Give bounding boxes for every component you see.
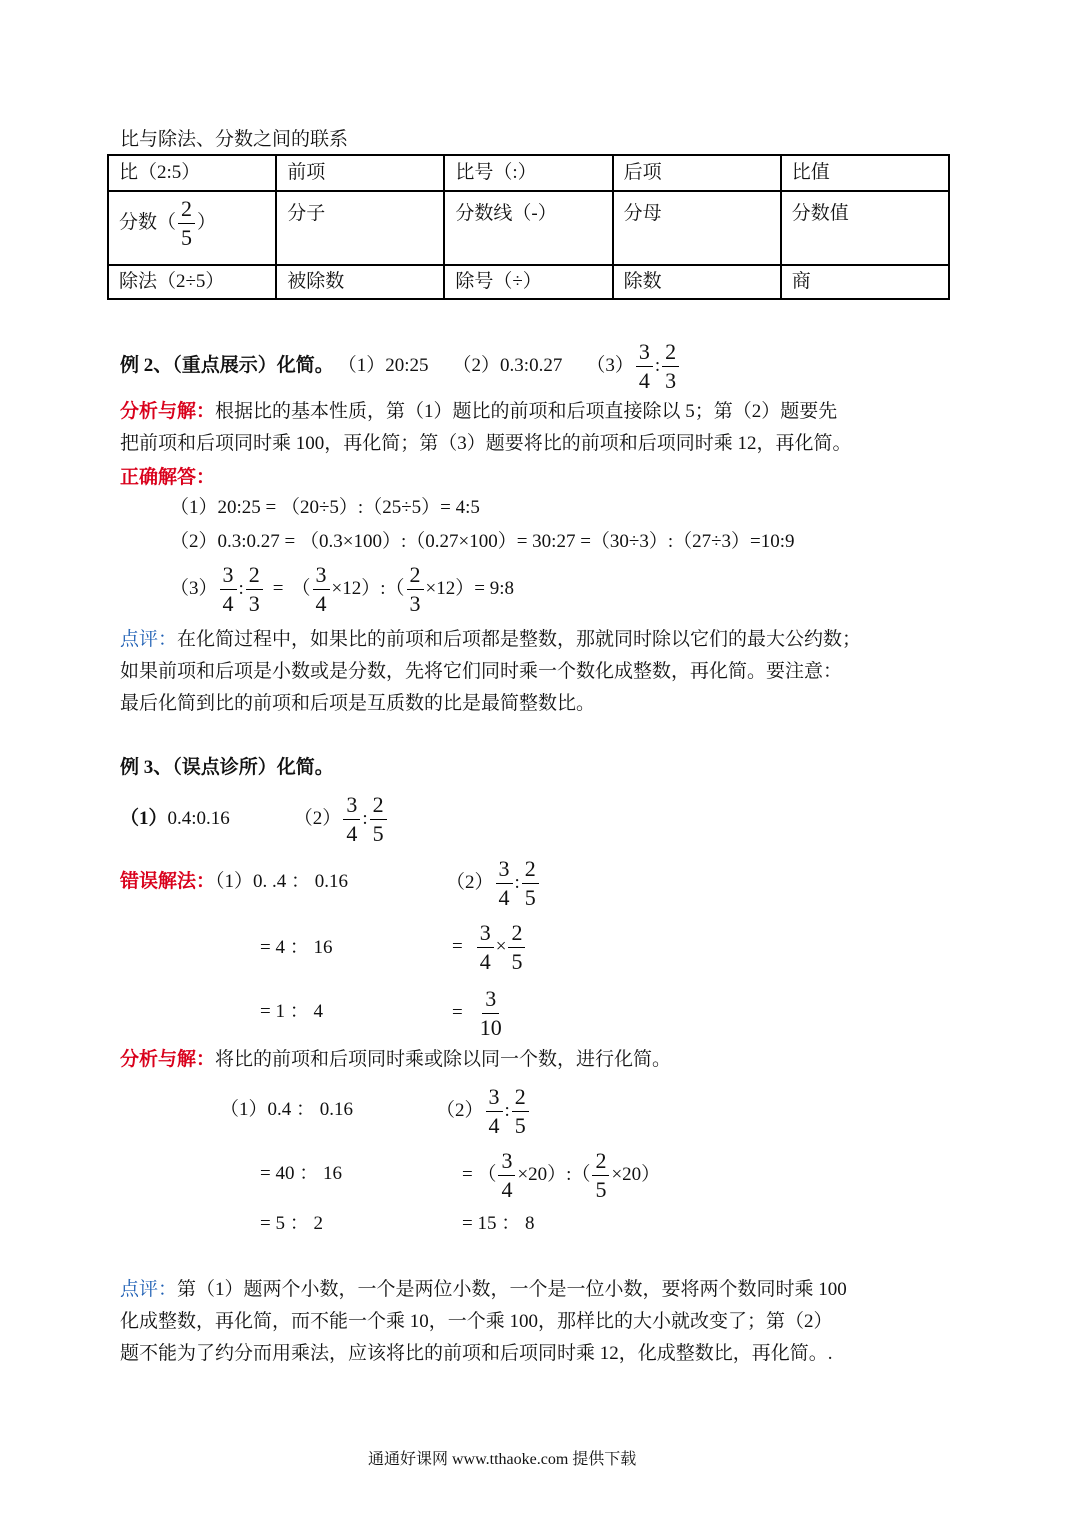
fraction (592, 1147, 609, 1202)
denominator: 10 (479, 1014, 502, 1040)
numerator: 3 (482, 988, 499, 1014)
comment-label: 点评： (120, 1279, 178, 1300)
denominator: 3 (665, 367, 677, 393)
intro-title: 比与除法、分数之间的联系 (120, 129, 349, 150)
denominator: 5 (514, 1112, 526, 1138)
ex3-analysis (120, 1048, 671, 1072)
table-cell: 商 (781, 265, 949, 299)
right-step: = 5 ： 2 (260, 1213, 323, 1234)
fraction (496, 855, 513, 910)
numerator: 2 (508, 922, 525, 948)
cell-text: 分数（ (119, 211, 177, 233)
right-q2-line-1 (436, 1082, 531, 1140)
q2-label: （2） (446, 872, 494, 893)
wrong-step: = 1 ： 4 (260, 1001, 323, 1022)
fraction (370, 791, 387, 846)
cell-text: ） (197, 211, 217, 233)
fraction (662, 338, 679, 393)
fraction (522, 855, 539, 910)
ex2-q3-label: （3） (586, 355, 634, 376)
analysis-label: 分析与解： (120, 1049, 216, 1070)
answer-label: 正确解答： (120, 467, 216, 488)
numerator: 2 (662, 341, 679, 367)
analysis-text: 把前项和后项同时乘 100，再化简；第（3）题要将比的前项和后项同时乘 12，再化简。 (120, 433, 852, 454)
table-cell: 被除数 (276, 265, 444, 299)
fraction (477, 919, 494, 974)
q1-label: （1） (120, 808, 168, 829)
table-cell: 分子 (276, 191, 444, 265)
numerator: 3 (486, 1086, 503, 1112)
table-cell: 前项 (276, 155, 444, 191)
times-text: ×20）:（ (517, 1164, 591, 1185)
times-text: ×12）= 9:8 (425, 578, 514, 599)
numerator: 2 (522, 858, 539, 884)
analysis-text: 将比的前项和后项同时乘或除以同一个数，进行化简。 (215, 1049, 672, 1070)
colon: : (238, 578, 244, 599)
denominator: 4 (222, 590, 234, 616)
equals: = （ (462, 1164, 497, 1185)
wrong-q2-line-1 (446, 854, 541, 912)
fraction (343, 791, 360, 846)
table-cell: 除法（2÷5） (108, 265, 276, 299)
times: × (495, 936, 507, 957)
times-text: ×12）:（ (331, 578, 405, 599)
comment-text: 如果前项和后项是小数或是分数，先将它们同时乘一个数化成整数，再化简。要注意： (120, 661, 843, 682)
q2-label: （2） (436, 1100, 484, 1121)
colon: : (514, 872, 520, 893)
ex2-analysis (120, 396, 950, 460)
wrong-q2-line-2 (452, 918, 527, 976)
comment-text: 题不能为了约分而用乘法，应该将比的前项和后项同时乘 12，化成整数比，再化简。. (120, 1343, 833, 1364)
fraction (512, 1083, 529, 1138)
ex2-answer-2: （2）0.3:0.27 = （0.3×100）:（0.27×100）= 30:27 =（30÷3）:（27÷3）=10:9 (170, 531, 795, 552)
numerator: 3 (636, 341, 653, 367)
table-row (108, 155, 949, 191)
table-cell: 除号（÷） (444, 265, 612, 299)
denominator: 5 (372, 820, 384, 846)
paren: （ (291, 578, 311, 599)
fraction (407, 561, 424, 616)
fraction (313, 561, 330, 616)
denominator: 5 (595, 1176, 607, 1202)
fraction (498, 1147, 515, 1202)
wrong-label: 错误解法： (120, 871, 216, 892)
denominator: 4 (488, 1112, 500, 1138)
comment-text: 化成整数，再化简，而不能一个乘 10，一个乘 100，那样比的大小就改变了；第（2） (120, 1311, 833, 1332)
comment-text: 最后化简到比的前项和后项是互质数的比是最简整数比。 (120, 693, 596, 714)
wrong-step: = 4 ： 16 (260, 937, 333, 958)
table-cell: 比（2:5） (108, 155, 276, 191)
numerator: 3 (498, 1150, 515, 1176)
numerator: 2 (178, 198, 195, 224)
denominator: 5 (511, 948, 523, 974)
numerator: 2 (246, 564, 263, 590)
numerator: 2 (512, 1086, 529, 1112)
ex2-answer-1: （1）20:25 = （20÷5）:（25÷5）= 4:5 (170, 497, 480, 518)
fraction (246, 561, 263, 616)
numerator: 3 (496, 858, 513, 884)
ex2-q2: （2）0.3:0.27 (452, 355, 563, 376)
right-step: = 40 ： 16 (260, 1163, 342, 1184)
table-cell: 比号（:） (444, 155, 612, 191)
table-cell: 分母 (613, 191, 781, 265)
denominator: 5 (524, 884, 536, 910)
wrong-step: （1）0. .4 ： 0.16 (215, 871, 349, 892)
denominator: 4 (346, 820, 358, 846)
equals: = (452, 1002, 463, 1023)
colon: : (654, 355, 661, 376)
fraction (508, 919, 525, 974)
denominator: 3 (409, 590, 421, 616)
ex3-heading: 例 3、（误点诊所）化简。 (120, 757, 334, 778)
comment-label: 点评： (120, 629, 178, 650)
denominator: 4 (638, 367, 650, 393)
numerator: 3 (220, 564, 237, 590)
denominator: 3 (248, 590, 260, 616)
wrong-line-1 (120, 870, 348, 894)
ex3-q1: 0.4:0.16 (167, 808, 230, 829)
table-row (108, 265, 949, 299)
equals: = (452, 936, 463, 957)
ex3-comment (120, 1274, 950, 1370)
ex2-question-line (120, 338, 681, 394)
table-cell: 分数值 (781, 191, 949, 265)
right-q2-line-2 (462, 1146, 660, 1204)
colon: : (504, 1100, 510, 1121)
relation-table (107, 154, 950, 300)
right-step: （1）0.4 ： 0.16 (220, 1099, 354, 1120)
wrong-q2-line-3 (452, 984, 507, 1042)
q2-label: （2） (293, 808, 342, 829)
table-cell: 分数线（-） (444, 191, 612, 265)
table-row (108, 191, 949, 265)
fraction (178, 198, 195, 249)
right-step: = 15 ： 8 (462, 1213, 535, 1234)
ex2-heading: 例 2、（重点展示）化简。 (120, 355, 334, 376)
denominator: 5 (181, 225, 193, 250)
ex2-q1: （1）20:25 (337, 355, 429, 376)
fraction (220, 561, 237, 616)
denominator: 4 (501, 1176, 513, 1202)
numerator: 2 (592, 1150, 609, 1176)
answer-label-3: （3） (170, 578, 218, 599)
times-text: ×20） (611, 1164, 661, 1185)
ex2-answer-3 (170, 560, 514, 618)
footer: 通通好课网 www.tthaoke.com 提供下载 (368, 1451, 637, 1468)
fraction (477, 985, 505, 1040)
fraction (486, 1083, 503, 1138)
table-cell: 除数 (613, 265, 781, 299)
numerator: 3 (477, 922, 494, 948)
numerator: 2 (407, 564, 424, 590)
denominator: 4 (498, 884, 510, 910)
numerator: 3 (343, 794, 360, 820)
ex3-question-line (120, 790, 389, 848)
equals: = (272, 578, 284, 599)
fraction (636, 338, 653, 393)
denominator: 4 (315, 590, 327, 616)
table-cell-fraction (108, 191, 276, 265)
numerator: 3 (313, 564, 330, 590)
comment-text: 在化简过程中，如果比的前项和后项都是整数，那就同时除以它们的最大公约数； (177, 629, 862, 650)
comment-text: 第（1）题两个小数，一个是两位小数，一个是一位小数，要将两个数同时乘 100 (177, 1279, 847, 1300)
table-cell: 比值 (781, 155, 949, 191)
analysis-text: 根据比的基本性质，第（1）题比的前项和后项直接除以 5；第（2）题要先 (215, 401, 838, 422)
denominator: 4 (479, 948, 491, 974)
analysis-label: 分析与解： (120, 401, 216, 422)
ex2-comment (120, 624, 950, 720)
numerator: 2 (370, 794, 387, 820)
table-cell: 后项 (613, 155, 781, 191)
colon: : (362, 808, 368, 829)
